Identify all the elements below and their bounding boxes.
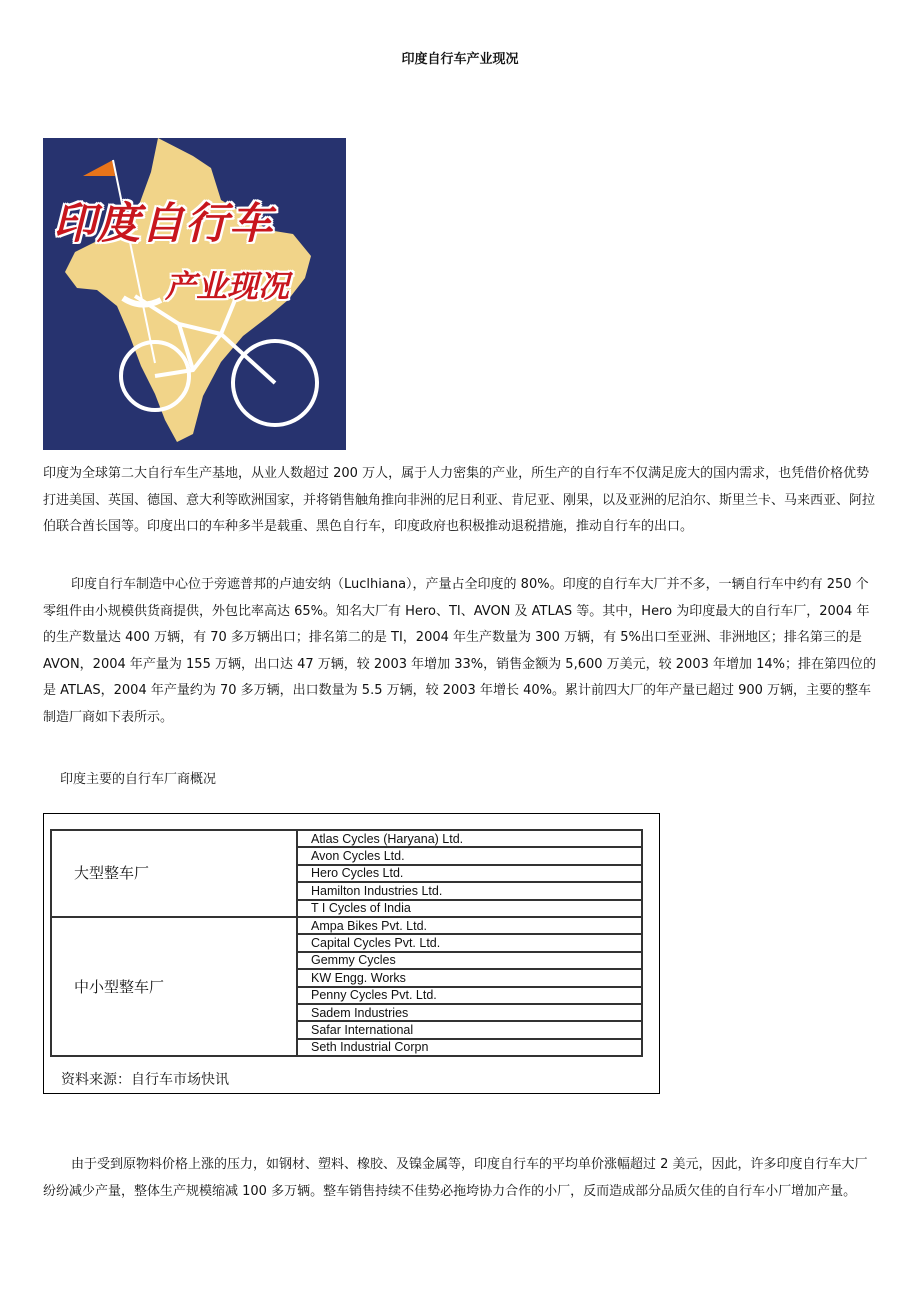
company-cell: Capital Cycles Pvt. Ltd. xyxy=(297,934,642,951)
company-cell: Gemmy Cycles xyxy=(297,952,642,969)
banner-title-line2: 产业现况 xyxy=(165,269,289,305)
table-source-note: 资料来源：自行车市场快讯 xyxy=(61,1072,229,1088)
company-cell: T I Cycles of India xyxy=(297,900,642,917)
manufacturer-table-frame xyxy=(43,813,660,1094)
company-cell: Penny Cycles Pvt. Ltd. xyxy=(297,987,642,1004)
table-caption: 印度主要的自行车厂商概况 xyxy=(60,772,217,787)
paragraph-3 xyxy=(43,1152,878,1205)
company-cell: Sadem Industries xyxy=(297,1004,642,1021)
company-cell: Atlas Cycles (Haryana) Ltd. xyxy=(297,830,642,847)
company-cell: Safar International xyxy=(297,1021,642,1038)
table-row xyxy=(51,917,642,934)
company-cell: Hamilton Industries Ltd. xyxy=(297,882,642,899)
company-cell: Ampa Bikes Pvt. Ltd. xyxy=(297,917,642,934)
company-cell: Avon Cycles Ltd. xyxy=(297,847,642,864)
manufacturer-table xyxy=(50,829,643,1057)
category-cell-large: 大型整车厂 xyxy=(51,830,297,917)
company-cell: Hero Cycles Ltd. xyxy=(297,865,642,882)
banner-title-line1: 印度自行车 xyxy=(53,199,273,249)
company-cell: KW Engg. Works xyxy=(297,969,642,986)
banner-image xyxy=(43,138,346,450)
paragraph-1: 印度为全球第二大自行车生产基地，从业人数超过 200 万人，属于人力密集的产业，所生产的自行车不仅满足庞大的国内需求，也凭借价格优势打进美国、英国、德国、意大利等欧洲国家，并将销售触角推向非洲的尼日利亚、肯尼亚、刚果，以及亚洲的尼泊尔、斯里兰卡、马来西亚、阿拉伯联合酋长国等。印度出口的车种多半是载重、黑色自行车，印度政府也积极推动退税措施，推动自行车的出口。 xyxy=(43,466,876,534)
page-title: 印度自行车产业现况 xyxy=(401,52,519,67)
paragraph-3-text: 由于受到原物料价格上涨的压力，如钢材、塑料、橡胶、及镍金属等，印度自行车的平均单价涨幅超过 2 美元，因此，许多印度自行车大厂纷纷减少产量，整体生产规模缩减 100 多万辆。整车销售持续不佳势必拖垮协力合作的小厂，反而造成部分品质欠佳的自行车小厂增加产量。 xyxy=(43,1157,868,1199)
paragraph-2 xyxy=(43,572,878,731)
table-row xyxy=(51,830,642,847)
company-cell: Seth Industrial Corpn xyxy=(297,1039,642,1056)
paragraph-2-text: 印度自行车制造中心位于旁遮普邦的卢迪安纳（Luclhiana），产量占全印度的 80%。印度的自行车大厂并不多，一辆自行车中约有 250 个零组件由小规模供货商提供，外包比率高达 65%。知名大厂有 Hero、TI、AVON 及 ATLAS 等。其中，Hero 为印度最大的自行车厂，2004 年的生产数量达 400 万辆，有 70 多万辆出口；排名第二的是 TI，2004 年生产数量为 300 万辆，有 5%出口至亚洲、非洲地区；排名第三的是 AVON，2004 年产量为 155 万辆，出口达 47 万辆，较 2003 年增加 33%，销售金额为 5,600 万美元，较 2003 年增加 14%；排在第四位的是 ATLAS，2004 年产量约为 70 多万辆，出口数量为 5.5 万辆，较 2003 年增长 40%。累计前四大厂的年产量已超过 900 万辆，主要的整车制造厂商如下表所示。 xyxy=(43,577,877,725)
category-cell-small-medium: 中小型整车厂 xyxy=(51,917,297,1056)
flag-shape xyxy=(83,160,115,176)
